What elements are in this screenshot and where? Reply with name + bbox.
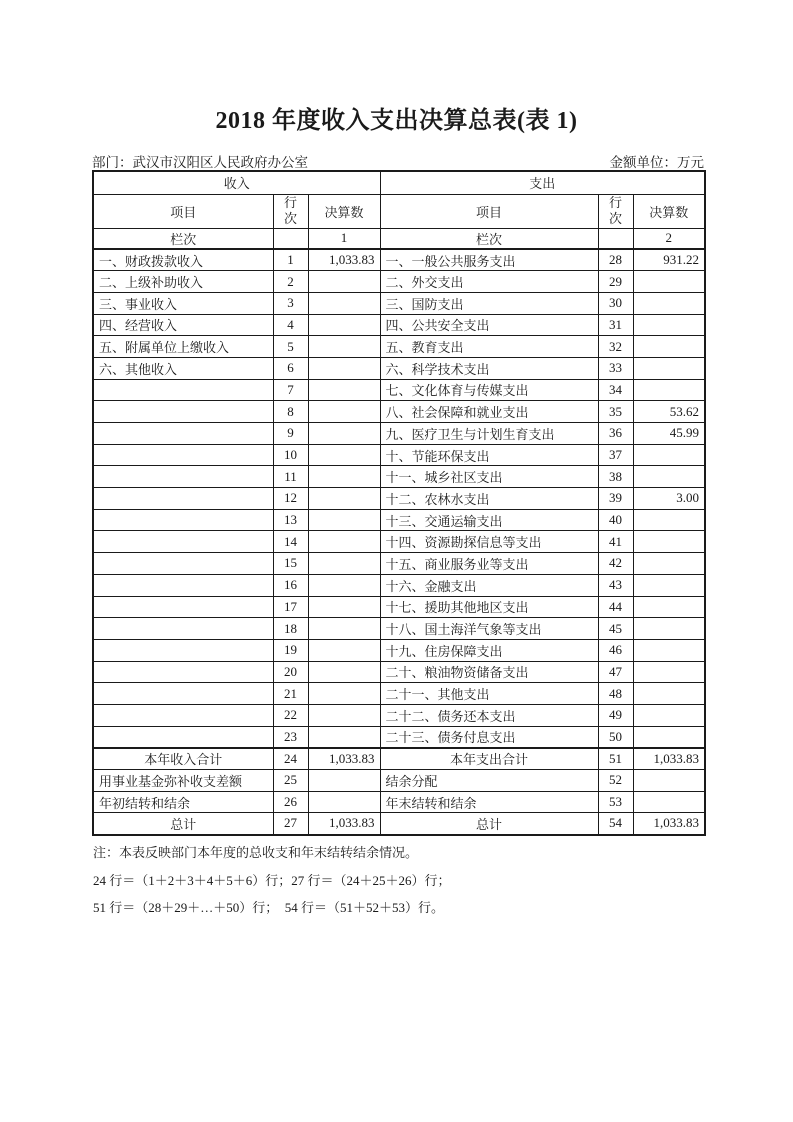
expense-item-cell: 年末结转和结余 <box>380 791 598 813</box>
column-index-row <box>93 228 705 249</box>
expense-item-cell: 七、文化体育与传媒支出 <box>380 379 598 401</box>
income-item-cell <box>93 596 273 618</box>
income-row-number-cell: 2 <box>273 271 308 293</box>
footnote-line: 24 行＝（1＋2＋3＋4＋5＋6）行；27 行＝（24＋25＋26）行； <box>93 872 451 888</box>
table-row <box>93 509 705 531</box>
table-row <box>93 704 705 726</box>
expense-row-number-cell: 42 <box>598 553 633 575</box>
expense-item-cell: 二、外交支出 <box>380 271 598 293</box>
table-row <box>93 531 705 553</box>
expense-item-cell: 十八、国土海洋气象等支出 <box>380 618 598 640</box>
income-item-cell: 用事业基金弥补收支差额 <box>93 770 273 792</box>
expense-row-number-cell: 50 <box>598 726 633 748</box>
income-amount-cell <box>308 704 380 726</box>
income-amount-cell <box>308 401 380 423</box>
expense-row-number-cell: 29 <box>598 271 633 293</box>
income-amount-cell <box>308 553 380 575</box>
income-row-number-cell: 6 <box>273 357 308 379</box>
expense-amount-cell <box>633 357 705 379</box>
income-row-number-cell: 22 <box>273 704 308 726</box>
expense-amount-cell <box>633 726 705 748</box>
expense-item-cell: 结余分配 <box>380 770 598 792</box>
expense-item-cell: 二十二、债务还本支出 <box>380 704 598 726</box>
expense-item-cell: 十三、交通运输支出 <box>380 509 598 531</box>
income-row-number-cell: 21 <box>273 683 308 705</box>
expense-row-number-cell: 51 <box>598 748 633 770</box>
table-row <box>93 357 705 379</box>
expense-rowno-column-header <box>598 194 633 228</box>
expense-section-header: 支出 <box>380 171 705 194</box>
expense-amount-cell <box>633 553 705 575</box>
expense-amount-cell <box>633 770 705 792</box>
expense-item-cell: 六、科学技术支出 <box>380 357 598 379</box>
expense-amount-cell: 1,033.83 <box>633 748 705 770</box>
table-row <box>93 553 705 575</box>
income-item-cell <box>93 423 273 445</box>
table-row <box>93 791 705 813</box>
income-column-index-label: 栏次 <box>93 228 273 249</box>
income-row-number-cell: 25 <box>273 770 308 792</box>
expense-column-index-blank <box>598 228 633 249</box>
income-item-column-header: 项目 <box>93 194 273 228</box>
expense-row-number-cell: 46 <box>598 639 633 661</box>
income-item-cell <box>93 379 273 401</box>
expense-column-index-label: 栏次 <box>380 228 598 249</box>
expense-amount-cell <box>633 314 705 336</box>
expense-amount-cell <box>633 466 705 488</box>
income-row-number-cell: 18 <box>273 618 308 640</box>
summary-table <box>92 170 706 836</box>
expense-row-number-cell: 49 <box>598 704 633 726</box>
expense-amount-cell <box>633 618 705 640</box>
expense-row-number-cell: 40 <box>598 509 633 531</box>
income-row-number-cell: 5 <box>273 336 308 358</box>
expense-item-cell: 一、一般公共服务支出 <box>380 249 598 271</box>
income-row-number-cell: 7 <box>273 379 308 401</box>
income-item-cell: 总计 <box>93 813 273 835</box>
income-section-header: 收入 <box>93 171 380 194</box>
expense-row-number-cell: 54 <box>598 813 633 835</box>
income-amount-cell: 1,033.83 <box>308 249 380 271</box>
expense-amount-cell: 1,033.83 <box>633 813 705 835</box>
income-item-cell <box>93 444 273 466</box>
footnote-line: 注：本表反映部门本年度的总收支和年末结转结余情况。 <box>93 845 419 860</box>
expense-row-number-cell: 43 <box>598 574 633 596</box>
table-row <box>93 423 705 445</box>
table-row <box>93 661 705 683</box>
table-row <box>93 314 705 336</box>
income-row-number-cell: 16 <box>273 574 308 596</box>
income-row-number-cell: 20 <box>273 661 308 683</box>
expense-row-number-cell: 34 <box>598 379 633 401</box>
table-row <box>93 683 705 705</box>
expense-item-cell: 十六、金融支出 <box>380 574 598 596</box>
footnotes <box>93 839 451 922</box>
expense-row-number-cell: 39 <box>598 488 633 510</box>
income-row-number-cell: 11 <box>273 466 308 488</box>
table-row <box>93 336 705 358</box>
table-row <box>93 596 705 618</box>
income-amount-cell <box>308 574 380 596</box>
expense-amount-cell <box>633 791 705 813</box>
expense-row-number-cell: 53 <box>598 791 633 813</box>
footnote-line: 51 行＝（28＋29＋…＋50）行； 54 行＝（51＋52＋53）行。 <box>93 900 445 915</box>
income-row-number-cell: 14 <box>273 531 308 553</box>
expense-row-number-cell: 41 <box>598 531 633 553</box>
section-header-row <box>93 171 705 194</box>
income-amount-cell <box>308 336 380 358</box>
table-row <box>93 574 705 596</box>
expense-item-cell: 四、公共安全支出 <box>380 314 598 336</box>
income-item-cell: 年初结转和结余 <box>93 791 273 813</box>
table-row <box>93 813 705 835</box>
income-amount-cell <box>308 466 380 488</box>
table-meta-row <box>92 151 704 171</box>
expense-amount-cell: 931.22 <box>633 249 705 271</box>
expense-row-number-cell: 36 <box>598 423 633 445</box>
expense-item-cell: 十九、住房保障支出 <box>380 639 598 661</box>
expense-amount-cell <box>633 379 705 401</box>
income-row-number-cell: 13 <box>273 509 308 531</box>
income-column-index: 1 <box>308 228 380 249</box>
table-row <box>93 726 705 748</box>
expense-item-cell: 二十三、债务付息支出 <box>380 726 598 748</box>
page-title: 2018 年度收入支出决算总表(表 1) <box>215 108 578 134</box>
table-row <box>93 466 705 488</box>
expense-row-number-cell: 52 <box>598 770 633 792</box>
income-row-number-cell: 23 <box>273 726 308 748</box>
income-amount-cell <box>308 639 380 661</box>
expense-item-cell: 十四、资源勘探信息等支出 <box>380 531 598 553</box>
expense-rowno-column-header-text: 行次 <box>609 194 623 226</box>
income-amount-column-header: 决算数 <box>308 194 380 228</box>
table-row <box>93 444 705 466</box>
table-row <box>93 488 705 510</box>
expense-amount-cell <box>633 271 705 293</box>
table-row <box>93 401 705 423</box>
income-row-number-cell: 4 <box>273 314 308 336</box>
expense-row-number-cell: 37 <box>598 444 633 466</box>
income-item-cell: 四、经营收入 <box>93 314 273 336</box>
income-amount-cell <box>308 292 380 314</box>
expense-column-index: 2 <box>633 228 705 249</box>
income-amount-cell <box>308 423 380 445</box>
income-item-cell <box>93 639 273 661</box>
income-amount-cell <box>308 596 380 618</box>
expense-amount-cell <box>633 292 705 314</box>
table-row <box>93 271 705 293</box>
table-row <box>93 292 705 314</box>
expense-item-cell: 八、社会保障和就业支出 <box>380 401 598 423</box>
income-item-cell <box>93 466 273 488</box>
table-header <box>93 171 705 249</box>
expense-amount-column-header: 决算数 <box>633 194 705 228</box>
expense-amount-cell: 53.62 <box>633 401 705 423</box>
expense-amount-cell <box>633 596 705 618</box>
expense-item-cell: 十一、城乡社区支出 <box>380 466 598 488</box>
income-item-cell <box>93 509 273 531</box>
income-item-cell <box>93 683 273 705</box>
expense-amount-cell <box>633 639 705 661</box>
income-item-cell <box>93 488 273 510</box>
income-amount-cell <box>308 488 380 510</box>
income-amount-cell <box>308 791 380 813</box>
expense-row-number-cell: 35 <box>598 401 633 423</box>
expense-item-cell: 本年支出合计 <box>380 748 598 770</box>
table-row <box>93 770 705 792</box>
income-amount-cell <box>308 770 380 792</box>
income-row-number-cell: 24 <box>273 748 308 770</box>
income-item-cell: 二、上级补助收入 <box>93 271 273 293</box>
expense-item-cell: 十五、商业服务业等支出 <box>380 553 598 575</box>
income-amount-cell: 1,033.83 <box>308 813 380 835</box>
department-label: 部门：武汉市汉阳区人民政府办公室 <box>92 155 308 170</box>
income-amount-cell <box>308 357 380 379</box>
income-row-number-cell: 9 <box>273 423 308 445</box>
income-amount-cell <box>308 661 380 683</box>
expense-item-cell: 十、节能环保支出 <box>380 444 598 466</box>
income-item-cell: 一、财政拨款收入 <box>93 249 273 271</box>
unit-label: 金额单位：万元 <box>609 155 704 170</box>
expense-amount-cell: 45.99 <box>633 423 705 445</box>
income-amount-cell <box>308 683 380 705</box>
income-item-cell: 本年收入合计 <box>93 748 273 770</box>
expense-item-column-header: 项目 <box>380 194 598 228</box>
table-body <box>93 249 705 835</box>
expense-item-cell: 总计 <box>380 813 598 835</box>
income-row-number-cell: 27 <box>273 813 308 835</box>
income-item-cell: 三、事业收入 <box>93 292 273 314</box>
income-rowno-column-header-text: 行次 <box>283 194 297 226</box>
income-amount-cell <box>308 444 380 466</box>
income-amount-cell: 1,033.83 <box>308 748 380 770</box>
expense-amount-cell <box>633 704 705 726</box>
income-row-number-cell: 8 <box>273 401 308 423</box>
expense-row-number-cell: 33 <box>598 357 633 379</box>
expense-amount-cell <box>633 336 705 358</box>
expense-row-number-cell: 30 <box>598 292 633 314</box>
income-row-number-cell: 12 <box>273 488 308 510</box>
expense-item-cell: 十七、援助其他地区支出 <box>380 596 598 618</box>
income-row-number-cell: 15 <box>273 553 308 575</box>
income-column-index-blank <box>273 228 308 249</box>
expense-amount-cell <box>633 444 705 466</box>
table-row <box>93 639 705 661</box>
income-amount-cell <box>308 271 380 293</box>
income-row-number-cell: 10 <box>273 444 308 466</box>
expense-item-cell: 五、教育支出 <box>380 336 598 358</box>
income-amount-cell <box>308 379 380 401</box>
table-row <box>93 618 705 640</box>
table-row <box>93 249 705 271</box>
expense-item-cell: 十二、农林水支出 <box>380 488 598 510</box>
expense-item-cell: 二十一、其他支出 <box>380 683 598 705</box>
income-item-cell <box>93 704 273 726</box>
expense-item-cell: 九、医疗卫生与计划生育支出 <box>380 423 598 445</box>
expense-item-cell: 三、国防支出 <box>380 292 598 314</box>
income-item-cell <box>93 553 273 575</box>
income-row-number-cell: 1 <box>273 249 308 271</box>
income-amount-cell <box>308 314 380 336</box>
income-amount-cell <box>308 509 380 531</box>
expense-row-number-cell: 47 <box>598 661 633 683</box>
income-item-cell <box>93 661 273 683</box>
income-item-cell <box>93 574 273 596</box>
expense-row-number-cell: 44 <box>598 596 633 618</box>
expense-row-number-cell: 48 <box>598 683 633 705</box>
expense-amount-cell <box>633 574 705 596</box>
income-row-number-cell: 26 <box>273 791 308 813</box>
expense-row-number-cell: 28 <box>598 249 633 271</box>
column-header-row <box>93 194 705 228</box>
income-item-cell <box>93 401 273 423</box>
income-item-cell: 五、附属单位上缴收入 <box>93 336 273 358</box>
income-amount-cell <box>308 531 380 553</box>
income-item-cell <box>93 531 273 553</box>
income-rowno-column-header <box>273 194 308 228</box>
income-item-cell <box>93 726 273 748</box>
income-row-number-cell: 19 <box>273 639 308 661</box>
expense-amount-cell: 3.00 <box>633 488 705 510</box>
expense-amount-cell <box>633 683 705 705</box>
expense-row-number-cell: 31 <box>598 314 633 336</box>
income-row-number-cell: 17 <box>273 596 308 618</box>
table-row <box>93 379 705 401</box>
table-row <box>93 748 705 770</box>
income-row-number-cell: 3 <box>273 292 308 314</box>
expense-row-number-cell: 32 <box>598 336 633 358</box>
income-amount-cell <box>308 726 380 748</box>
expense-row-number-cell: 38 <box>598 466 633 488</box>
expense-amount-cell <box>633 509 705 531</box>
income-amount-cell <box>308 618 380 640</box>
expense-row-number-cell: 45 <box>598 618 633 640</box>
expense-amount-cell <box>633 661 705 683</box>
expense-item-cell: 二十、粮油物资储备支出 <box>380 661 598 683</box>
income-item-cell: 六、其他收入 <box>93 357 273 379</box>
expense-amount-cell <box>633 531 705 553</box>
income-item-cell <box>93 618 273 640</box>
